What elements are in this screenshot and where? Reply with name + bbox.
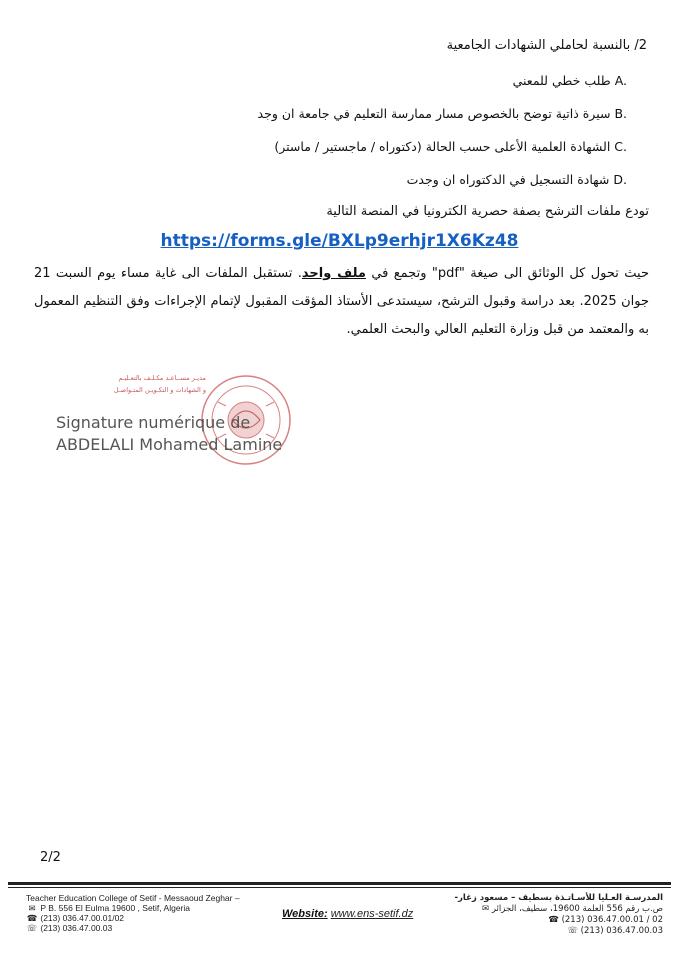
mail-icon: ✉ — [482, 904, 490, 914]
requirement-c — [274, 139, 627, 154]
requirement-text: طلب خطي للمعني — [512, 73, 611, 88]
requirement-text: الشهادة العلمية الأعلى حسب الحالة (دكتوراه / ماجستير / ماستر) — [274, 139, 611, 154]
deposit-instruction: تودع ملفات الترشح بصفة حصرية الكترونيا في المنصة التالية — [326, 204, 649, 219]
footer-website — [282, 908, 413, 920]
phone-icon: ☎ — [26, 913, 38, 923]
fax-icon: ☏ — [26, 923, 38, 933]
footer-address-ar — [454, 893, 663, 937]
footer-pobox-en: P B. 556 El Eulma 19600 , Setif, Algeria — [40, 903, 191, 913]
requirement-b — [258, 106, 627, 121]
phone-icon: ☎ — [548, 915, 559, 925]
requirement-letter: D. — [613, 172, 627, 187]
footer-pobox-ar: ص.ب رقم 556 العلمة 19600، سطيف، الجزائر — [491, 904, 663, 914]
signatory-title — [36, 372, 206, 396]
mail-icon: ✉ — [28, 903, 36, 913]
paragraph-emphasis: ملف واحد — [301, 266, 366, 281]
form-link[interactable]: https://forms.gle/BXLp9erhjr1X6Kz48 — [160, 231, 519, 251]
website-link[interactable]: www.ens-setif.dz — [330, 908, 414, 920]
footer-phone-ar: (213) 036.47.00.01 / 02 — [561, 915, 663, 925]
requirement-text: سيرة ذاتية توضح بالخصوص مسار ممارسة التعليم في جامعة ان وجد — [257, 106, 611, 121]
instructions-paragraph — [34, 260, 649, 344]
fax-icon: ☏ — [567, 926, 578, 936]
requirement-letter: A. — [614, 73, 627, 88]
digital-signature — [56, 412, 282, 456]
footer-divider-thin — [8, 887, 671, 888]
footer-address-en — [26, 893, 240, 933]
paragraph-part1: حيث تحول كل الوثائق الى صيغة "pdf" وتجمع في — [365, 266, 649, 281]
requirement-a — [513, 73, 627, 88]
page-number: 2/2 — [40, 850, 61, 865]
requirement-letter: C. — [614, 139, 627, 154]
website-label: Website: — [282, 908, 328, 920]
requirement-text: شهادة التسجيل في الدكتوراه ان وجدت — [406, 172, 610, 187]
paragraph-part2: . تستقبل الملفات الى غاية مساء يوم السبت 21 جوان 2025. بعد دراسة وقبول الترشح، سيستدعى الأستاذ المؤقت المقبول لإتمام الإجراءات وفق التنظيم المعمول به والمعتمد من قبل وزارة التعليم العالي والبحث العلمي. — [34, 266, 649, 337]
footer-institution-en: Teacher Education College of Setif - Messaoud Zeghar – — [26, 893, 240, 903]
section-heading: 2/ بالنسبة لحاملي الشهادات الجامعية — [446, 38, 647, 53]
footer-divider — [8, 882, 671, 885]
footer-fax-ar: (213) 036.47.00.03 — [580, 926, 663, 936]
footer-institution-ar: المدرسـة العـليا للأسـاتـذة بسطيف – مسعود زغار- — [454, 893, 663, 903]
signatory-title-line2: و الشهادات و التكـويـن المتـواصـل — [113, 386, 206, 394]
footer-phone-en: (213) 036.47.00.01/02 — [40, 913, 125, 923]
signature-line1: Signature numérique de — [56, 413, 251, 432]
requirement-letter: B. — [614, 106, 627, 121]
signature-name: ABDELALI Mohamed Lamine — [56, 435, 283, 454]
requirement-d — [407, 172, 627, 187]
signatory-title-line1: مديـر مســاعـد مكـلـف بالتعـليـم — [118, 374, 206, 382]
footer-fax-en: (213) 036.47.00.03 — [40, 923, 113, 933]
